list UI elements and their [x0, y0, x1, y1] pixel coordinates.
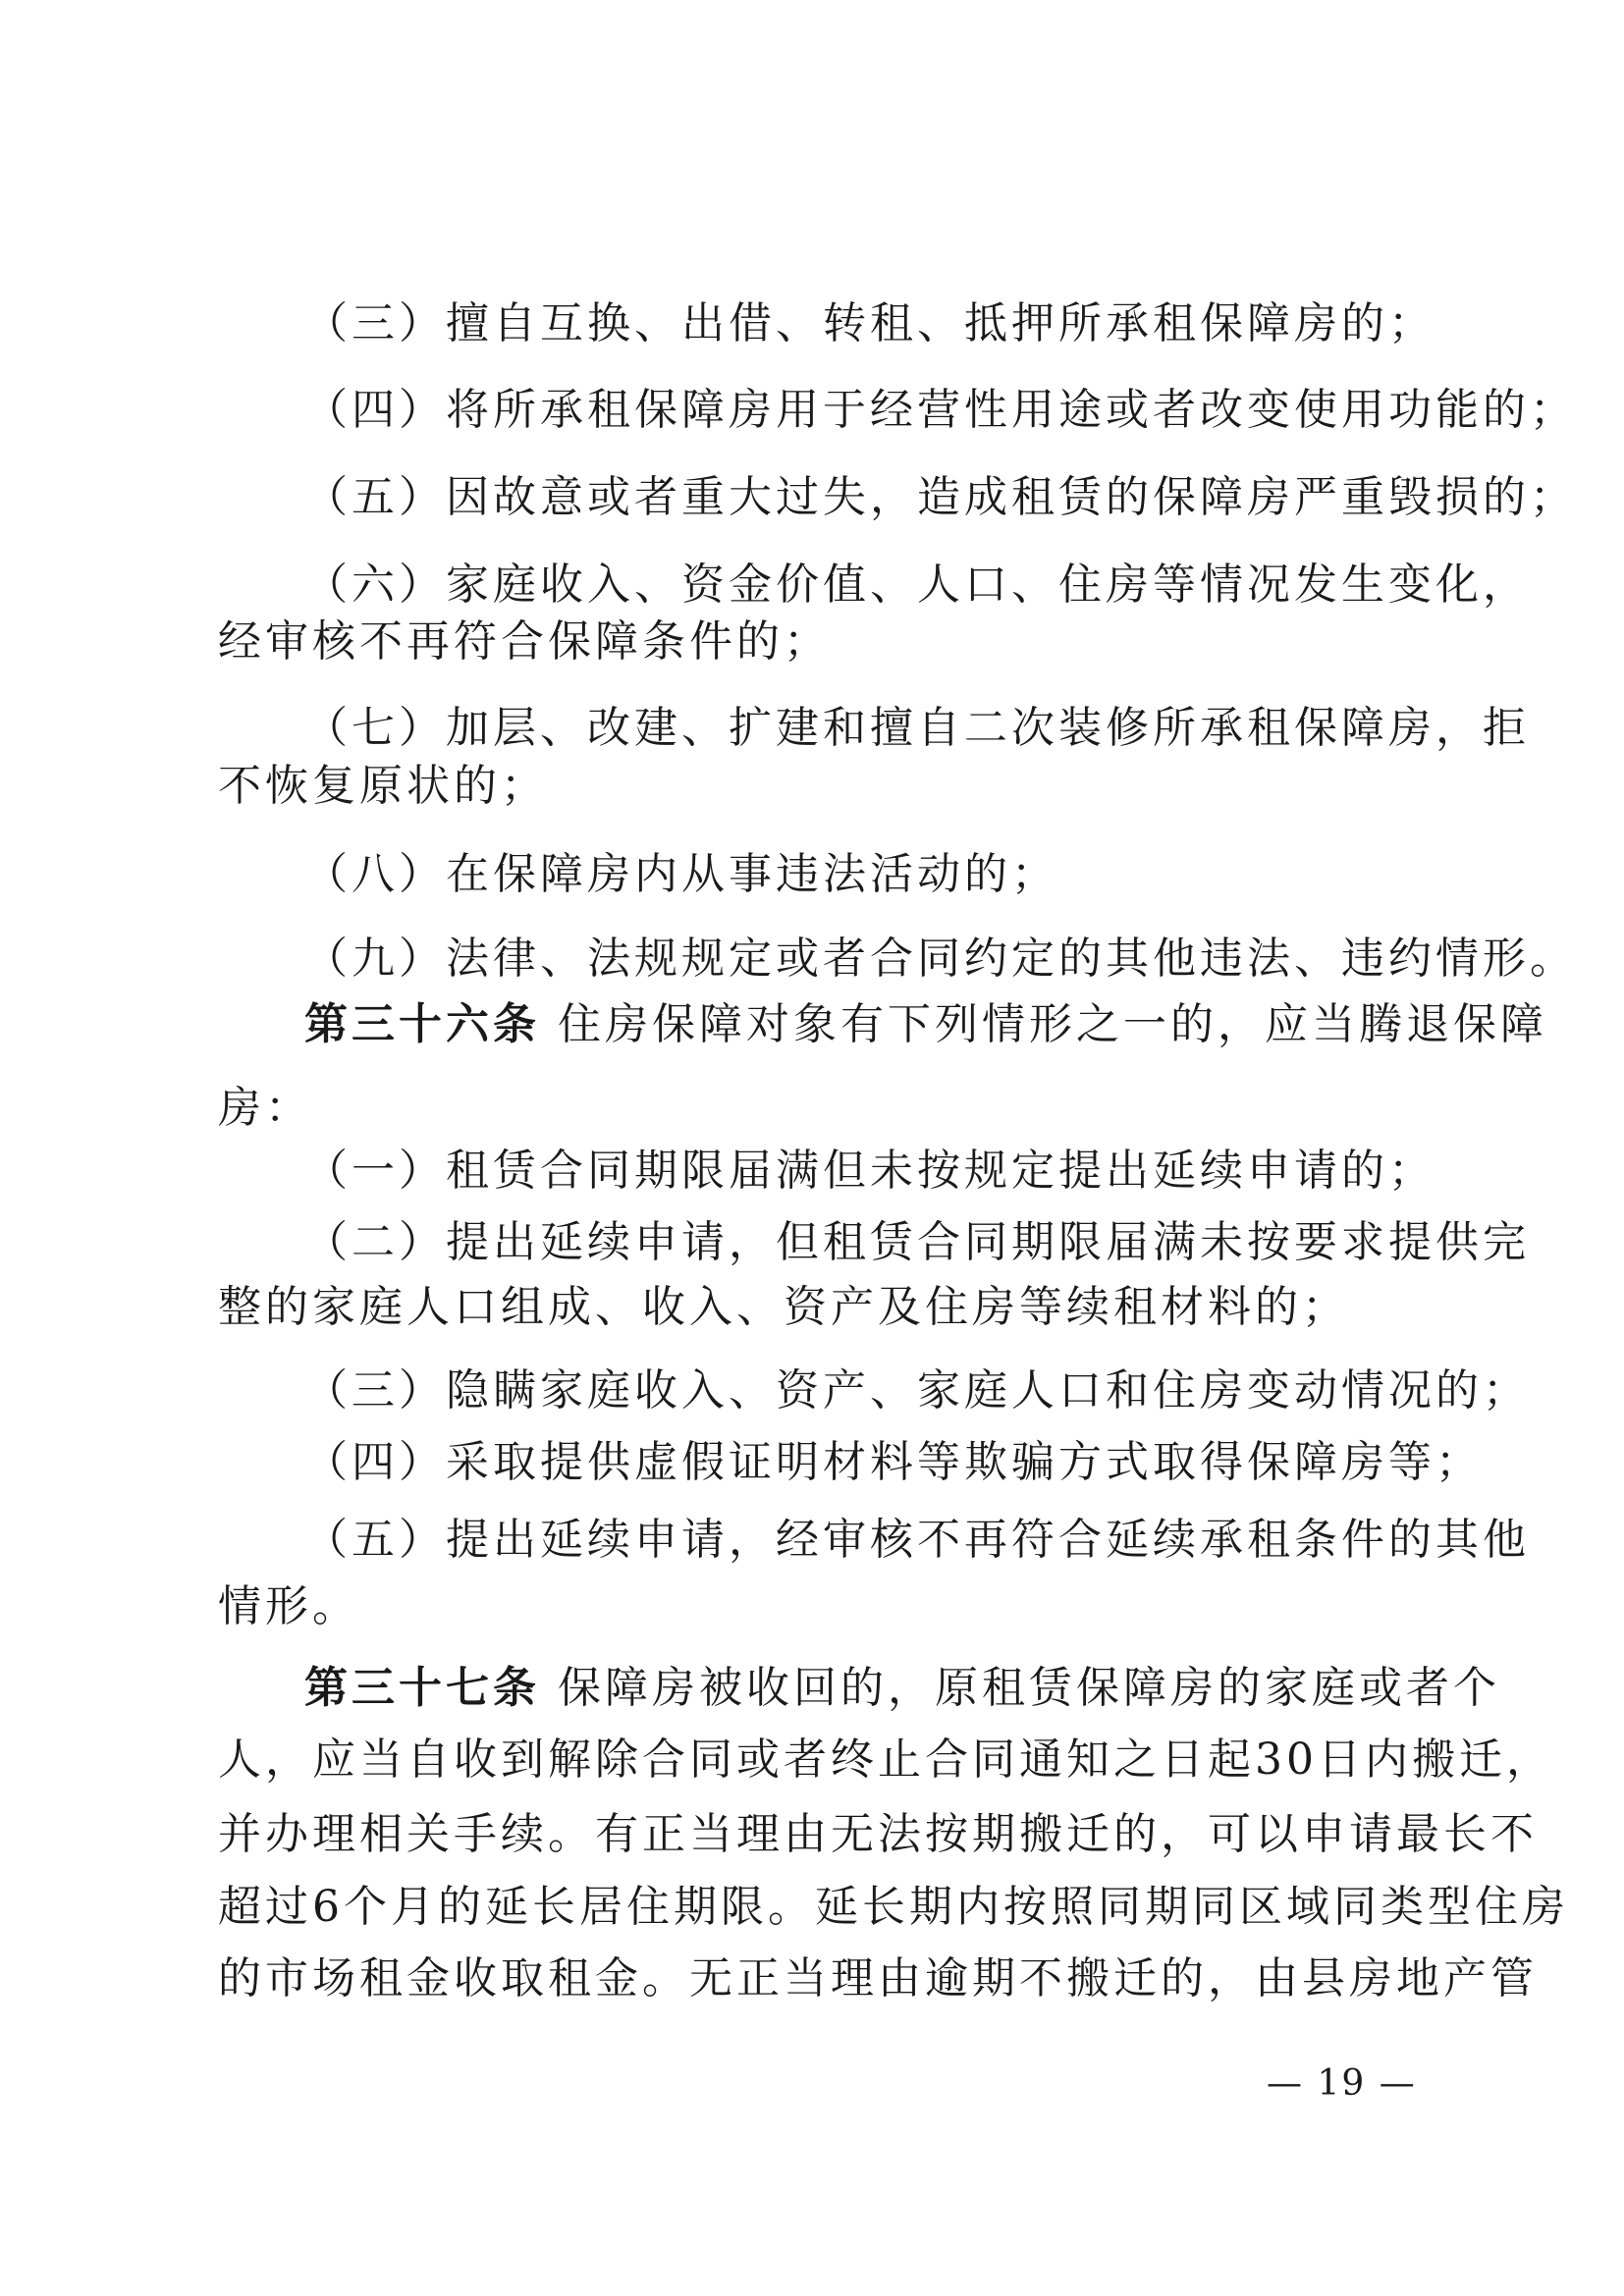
list-item-continuation: 不恢复原状的； — [218, 761, 548, 811]
page-number: — 19 — — [1267, 2063, 1417, 2104]
list-item: （三）隐瞒家庭收入、资产、家庭人口和住房变动情况的； — [304, 1365, 1530, 1415]
article-37-line: 的市场租金收取租金。无正当理由逾期不搬迁的，由县房地产管 — [218, 1953, 1538, 2003]
list-item: （五）因故意或者重大过失，造成租赁的保障房严重毁损的； — [304, 472, 1577, 522]
list-item: （四）将所承租保障房用于经营性用途或者改变使用功能的； — [304, 385, 1577, 435]
article-37-line: 并办理相关手续。有正当理由无法按期搬迁的，可以申请最长不 — [218, 1809, 1538, 1859]
list-item: （九）法律、法规规定或者合同约定的其他违法、违约情形。 — [304, 934, 1577, 984]
list-item: （五）提出延续申请，经审核不再符合延续承租条件的其他 — [304, 1515, 1530, 1565]
list-item: （六）家庭收入、资金价值、人口、住房等情况发生变化， — [304, 560, 1530, 610]
list-item-continuation: 整的家庭人口组成、收入、资产及住房等续租材料的； — [218, 1282, 1349, 1332]
list-item: （七）加层、改建、扩建和擅自二次装修所承租保障房，拒 — [304, 703, 1530, 753]
list-item-continuation: 情形。 — [218, 1581, 359, 1631]
article-37-line: 人，应当自收到解除合同或者终止合同通知之日起30日内搬迁， — [218, 1735, 1553, 1785]
list-item-continuation: 经审核不再符合保障条件的； — [218, 616, 831, 667]
article-36-paragraph: 第三十六条 住房保障对象有下列情形之一的，应当腾退保障 — [304, 999, 1547, 1049]
list-item: （二）提出延续申请，但租赁合同期限届满未按要求提供完 — [304, 1217, 1530, 1267]
list-item: （一）租赁合同期限届满但未按规定提出延续申请的； — [304, 1146, 1435, 1196]
list-item: （四）采取提供虚假证明材料等欺骗方式取得保障房等； — [304, 1437, 1483, 1487]
article-37-line: 超过6个月的延长居住期限。延长期内按照同期同区域同类型住房 — [218, 1882, 1569, 1932]
article-37-heading: 第三十七条 — [304, 1663, 540, 1713]
article-36-continuation: 房： — [218, 1083, 312, 1133]
list-item: （三）擅自互换、出借、转租、抵押所承租保障房的； — [304, 298, 1435, 348]
list-item: （八）在保障房内从事违法活动的； — [304, 849, 1058, 899]
article-37-paragraph: 第三十七条 保障房被收回的，原租赁保障房的家庭或者个 — [304, 1663, 1500, 1713]
article-36-heading: 第三十六条 — [304, 999, 540, 1049]
